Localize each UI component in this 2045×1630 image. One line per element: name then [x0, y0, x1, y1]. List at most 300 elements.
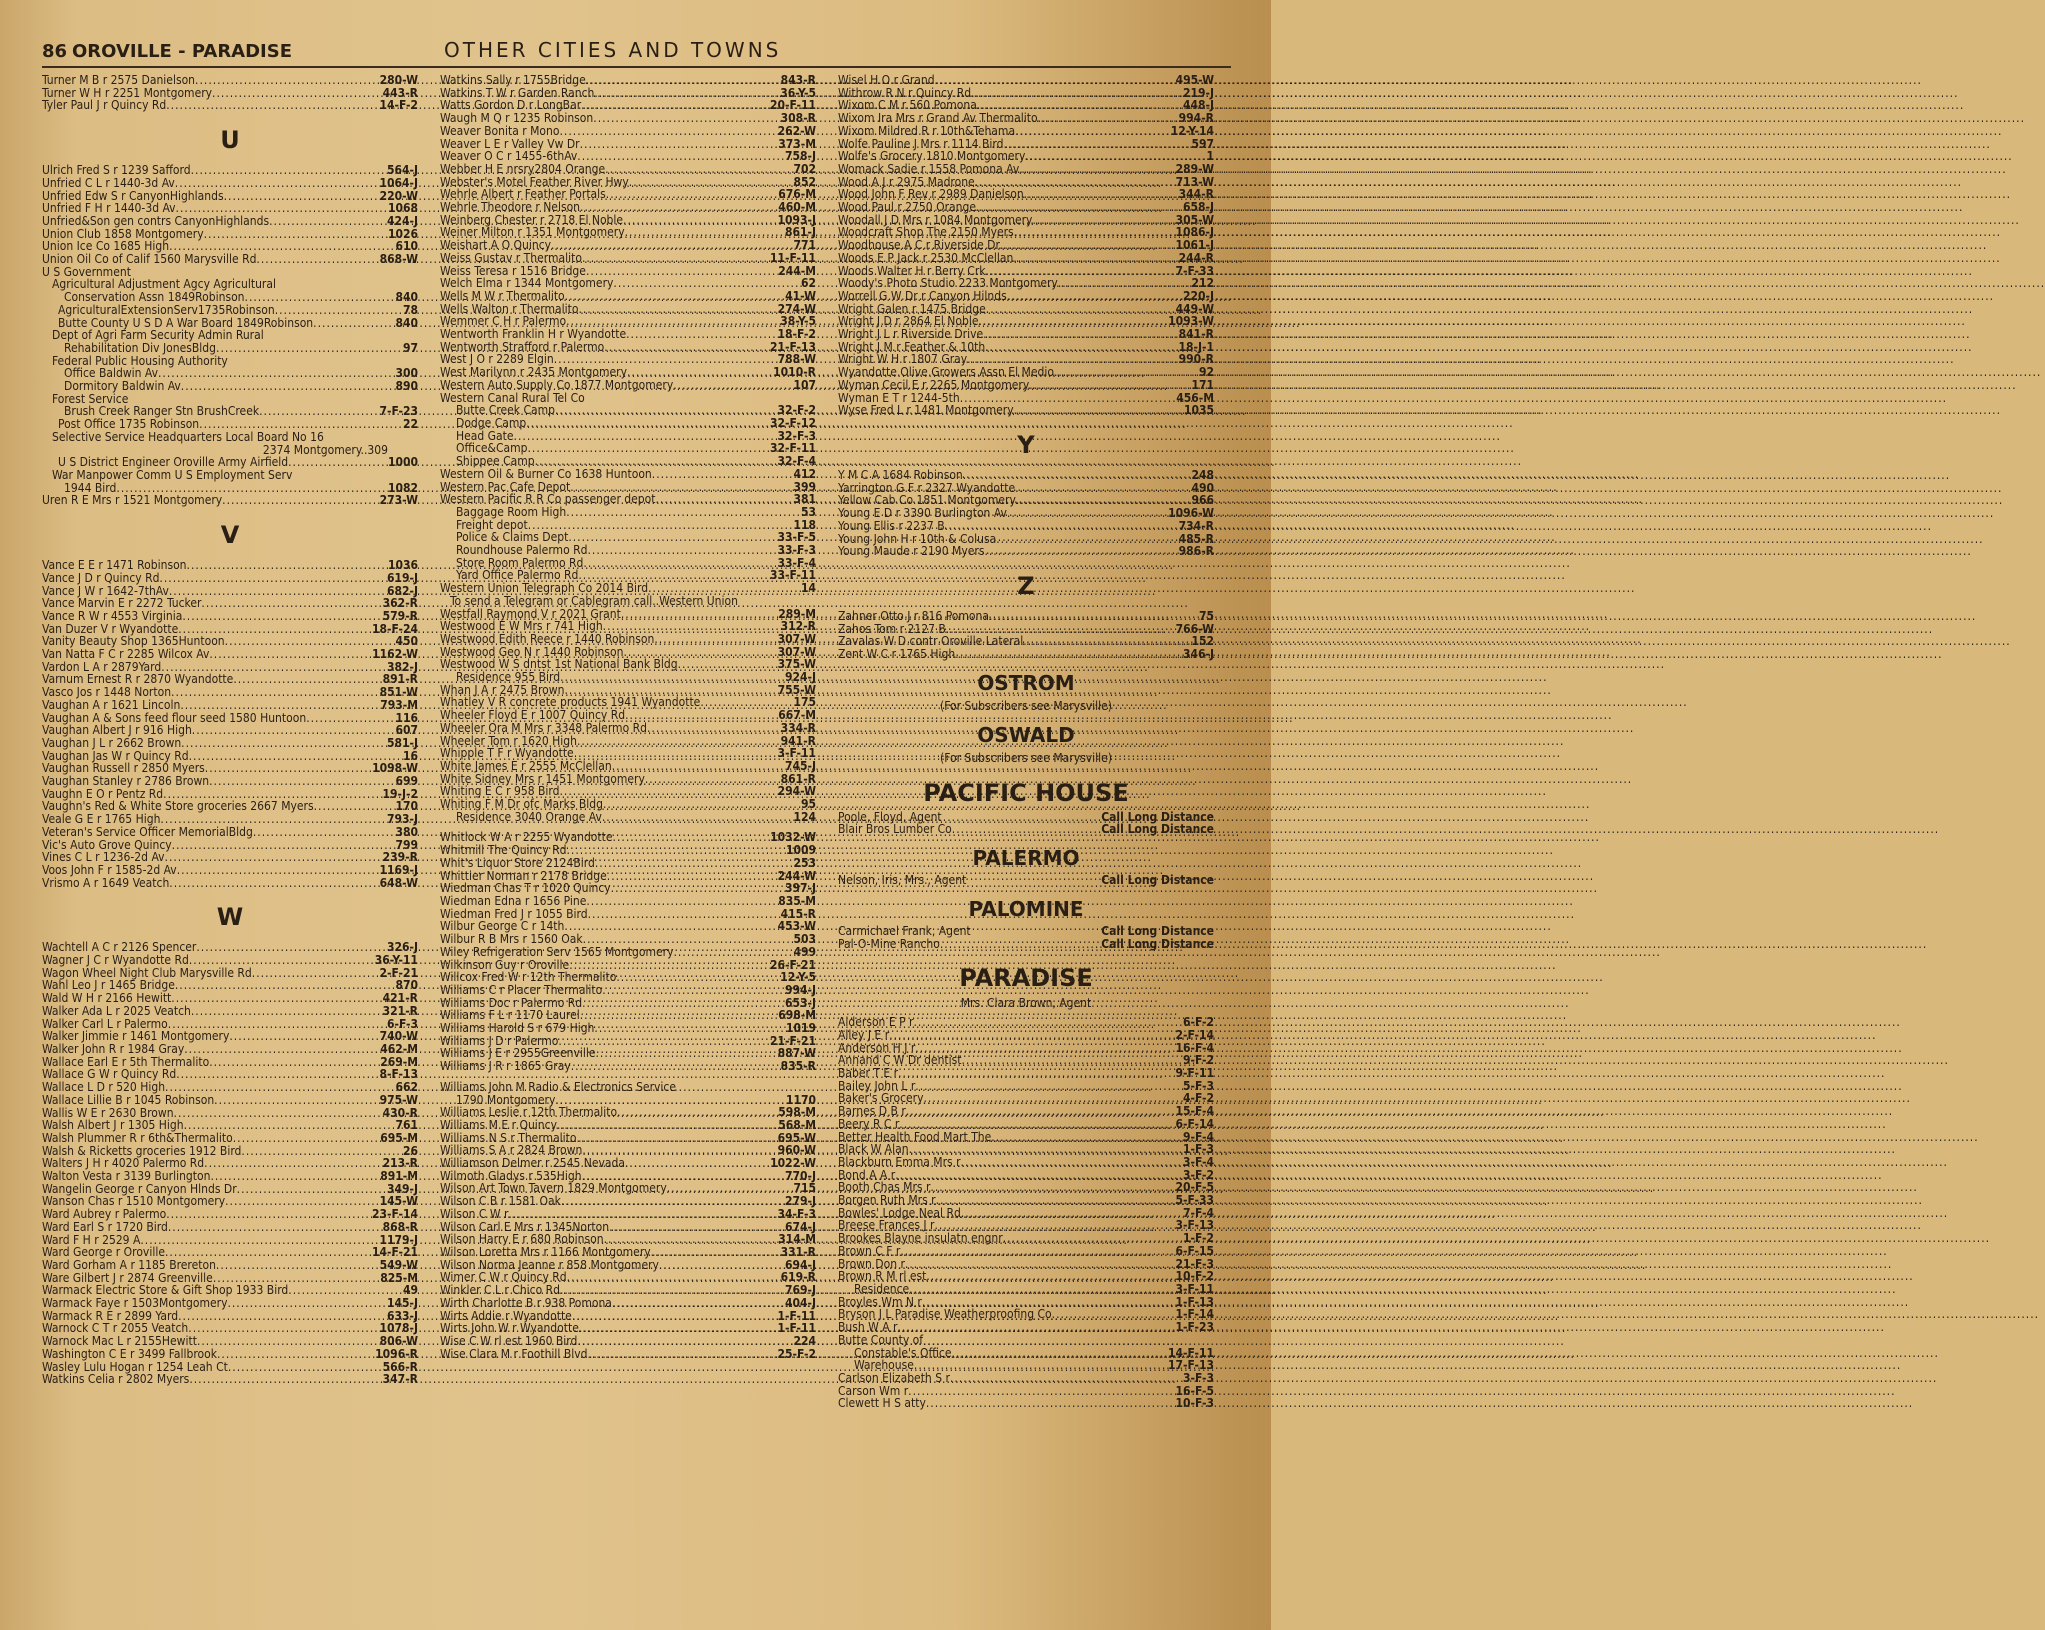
dot-leader — [160, 813, 387, 826]
listing-name: Unfried F H r 1440-3d Av — [42, 201, 176, 216]
listing-entry — [838, 1118, 1214, 1131]
dot-leader — [561, 1195, 785, 1208]
listing-name: Head Gate — [456, 428, 514, 443]
phone-number: 1009 — [785, 843, 816, 858]
listing-name: Zavalas W D contr Oroville Lateral — [838, 634, 1024, 649]
listing-name: Carmichael Frank, Agent — [838, 923, 971, 938]
listing-entry — [42, 177, 418, 190]
listing-name: Worrell G W Dr r Canyon Hilnds — [838, 288, 1007, 303]
listing-name: Bowles' Lodge Neal Rd — [838, 1205, 961, 1220]
listing-entry — [838, 1029, 1214, 1042]
listing-name: Voos John F r 1585-2d Av — [42, 862, 177, 877]
listing-name: Weiss Teresa r 1516 Bridge — [440, 263, 586, 278]
phone-number: 349-J — [386, 1181, 418, 1196]
dot-leader — [253, 826, 396, 839]
listing-entry — [42, 1081, 418, 1094]
listing-name: Vrismo A r 1649 Veatch — [42, 875, 170, 890]
listing-entry — [838, 1397, 1214, 1410]
town-heading: PARADISE — [959, 964, 1093, 993]
listing-name: Wehrle Theodore r Nelson — [440, 200, 581, 215]
listing-name: Warmack Faye r 1503Montgomery — [42, 1296, 228, 1311]
phone-number: 841-R — [1178, 327, 1214, 342]
dot-leader — [209, 775, 395, 788]
listing-name: Wehrle Albert r Feather Portals — [440, 187, 606, 202]
listing-name: Wolfe Pauline J Mrs r 1114 Bird — [838, 136, 1004, 151]
dot-leader — [1007, 290, 1183, 303]
dot-leader — [945, 520, 1179, 533]
dot-leader — [1029, 379, 1191, 392]
listing-name: Wheeler Floyd E r 1007 Quincy Rd — [440, 708, 626, 723]
phone-number: 347-R — [382, 1372, 418, 1387]
dot-leader — [567, 844, 786, 857]
listing-entry — [440, 125, 816, 138]
listing-name: Vaughan Jas W r Quincy Rd — [42, 748, 189, 763]
phone-number: 891-M — [380, 1169, 418, 1184]
listing-entry — [42, 1208, 418, 1221]
dot-leader — [602, 984, 785, 997]
alphabet-letter-heading: V — [220, 521, 240, 550]
listing-entry — [42, 164, 418, 177]
dot-leader — [580, 201, 778, 214]
listing-name: Vaughn's Red & White Store groceries 2667 Myers — [42, 799, 314, 814]
listing-entry — [440, 722, 816, 735]
listing-entry — [440, 1157, 816, 1170]
listing-name: Conservation Assn 1849Robinson — [64, 290, 245, 305]
listing-entry — [440, 895, 816, 908]
dot-leader — [288, 456, 388, 469]
phone-number: 62 — [800, 276, 816, 291]
listing-name: Butte County U S D A War Board 1849Robinson — [58, 315, 314, 330]
listing-name: Van Natta F C r 2285 Wilcox Av — [42, 647, 210, 662]
listing-entry — [440, 582, 816, 595]
page-number: 86 — [42, 41, 68, 62]
listing-name: Alderson E P r — [838, 1015, 914, 1030]
phone-number: 33-F-11 — [769, 568, 816, 583]
dot-leader — [586, 895, 778, 908]
listing-name: Vaughan Albert J r 916 High — [42, 723, 192, 738]
phone-number: 331-R — [780, 1244, 816, 1259]
phone-number: 16-F-4 — [1175, 1040, 1214, 1055]
listing-name: Wagon Wheel Night Club Marysville Rd — [42, 965, 252, 980]
listing-name: Wagner J C r Wyandotte Rd — [42, 953, 189, 968]
listing-name: 1944 Bird — [64, 480, 117, 495]
listing-entry — [838, 1245, 1214, 1258]
phone-number: 248 — [1191, 467, 1214, 482]
alphabet-letter-heading: Y — [1017, 430, 1035, 459]
dot-leader — [926, 1397, 1176, 1410]
listing-name: Wilson Loretta Mrs r 1166 Montgomery — [440, 1244, 651, 1259]
phone-number: 825-M — [380, 1270, 418, 1285]
phone-number: 1-F-11 — [777, 1308, 816, 1323]
dot-leader — [201, 597, 382, 610]
dot-leader — [651, 1246, 781, 1259]
listing-entry — [838, 1067, 1214, 1080]
listing-name: Brown R M rl est — [838, 1269, 927, 1284]
dot-leader — [166, 99, 379, 112]
phone-number: 14-F-2 — [379, 98, 418, 113]
listing-name: Wallace Lillie B r 1045 Robinson — [42, 1092, 215, 1107]
listing-name: Vance J W r 1642-7thAv — [42, 583, 169, 598]
alphabet-letter-heading: U — [220, 126, 240, 155]
phone-number: 14-F-11 — [1167, 1345, 1214, 1360]
phone-number: 771 — [793, 238, 816, 253]
listing-entry — [42, 1132, 418, 1145]
listing-entry — [440, 252, 816, 265]
listing-entry — [838, 163, 1214, 176]
phone-number: 346-J — [1182, 647, 1214, 662]
phone-number: 806-W — [379, 1334, 418, 1349]
dot-leader — [222, 494, 379, 507]
listing-name: Uren R E Mrs r 1521 Montgomery — [42, 493, 223, 508]
phone-number: 1169-J — [379, 862, 418, 877]
phone-number: 41-W — [785, 288, 816, 303]
dot-leader — [952, 823, 1101, 836]
phone-number: 124 — [793, 809, 816, 824]
phone-number: 1064-J — [379, 175, 418, 190]
listing-entry — [42, 418, 418, 431]
dot-leader — [191, 1005, 383, 1018]
phone-number: 152 — [1191, 634, 1214, 649]
listing-name: Weaver Bonita r Mono — [440, 123, 560, 138]
phone-number: 619-R — [780, 1270, 816, 1285]
dot-leader — [169, 877, 379, 890]
phone-number: 568-M — [778, 1117, 816, 1132]
listing-heading: Federal Public Housing Authority — [52, 353, 228, 368]
listing-entry — [838, 328, 1214, 341]
listing-entry — [440, 239, 816, 252]
phone-number: 32-F-4 — [777, 454, 816, 469]
listing-name: Western Auto Supply Co 1877 Montgomery — [440, 377, 674, 392]
listing-entry — [440, 1322, 816, 1335]
phone-number: 279-J — [784, 1194, 816, 1209]
listing-entry — [440, 328, 816, 341]
phone-number: 294-W — [777, 784, 816, 799]
dot-leader — [983, 328, 1179, 341]
phone-number: 1-F-11 — [777, 1321, 816, 1336]
listing-name: Store Room Palermo Rd — [456, 555, 584, 570]
dot-leader — [1038, 112, 1179, 125]
listing-name: Constable's Office — [854, 1345, 952, 1360]
phone-number: 994-R — [1178, 111, 1214, 126]
listing-name: Woods E P Jack r 2530 McClellan — [838, 250, 1014, 265]
dot-leader — [165, 1081, 395, 1094]
listing-name: Clewett H S atty — [838, 1396, 926, 1411]
phone-number: 610 — [395, 239, 418, 254]
listing-name: Residence 955 Bird — [456, 670, 561, 685]
dot-leader — [166, 1208, 372, 1221]
dot-leader — [889, 1029, 1175, 1042]
dot-leader — [168, 1221, 383, 1234]
listing-entry — [42, 1373, 418, 1386]
listing-name: Wheeler Ora M Mrs r 3348 Palermo Rd — [440, 720, 647, 735]
dot-leader — [217, 1348, 375, 1361]
listing-heading: Williams John M Radio & Electronics Service — [440, 1079, 676, 1094]
listing-entry — [42, 1348, 418, 1361]
dot-leader — [1013, 252, 1178, 265]
phone-number: 1061-J — [1175, 238, 1214, 253]
phone-number: 715 — [793, 1181, 816, 1196]
phone-number: 3-F-11 — [1175, 1282, 1214, 1296]
listing-name: Wemmer C H r Palermo — [440, 314, 567, 329]
listing-name: Brush Creek Ranger Stn BrushCreek — [64, 404, 260, 419]
listing-name: Waugh M Q r 1235 Robinson — [440, 111, 594, 126]
town-heading: OSTROM — [977, 670, 1075, 695]
dot-leader — [1054, 366, 1199, 379]
phone-number: 456-M — [1176, 390, 1214, 405]
listing-name: White Sidney Mrs r 1451 Montgomery — [440, 771, 645, 786]
dot-leader — [187, 559, 388, 572]
phone-number: 380 — [395, 824, 418, 839]
listing-entry — [440, 112, 816, 125]
phone-number: 269-M — [380, 1054, 418, 1069]
listing-name: Young E D r 3390 Burlington Av — [838, 506, 1007, 521]
listing-entry — [838, 545, 1214, 558]
phone-number: 699 — [395, 774, 418, 789]
dot-leader — [197, 1335, 380, 1348]
phone-number: 941-R — [780, 733, 816, 748]
listing-name: U S District Engineer Oroville Army Airfield — [58, 455, 289, 470]
phone-number: 36-Y-5 — [780, 85, 816, 100]
listing-entry — [838, 874, 1214, 887]
phone-number: 6-F-3 — [387, 1016, 418, 1031]
listing-entry — [838, 1283, 1214, 1296]
listing-entry — [42, 1297, 418, 1310]
listing-entry — [838, 366, 1214, 379]
listing-entry — [440, 366, 816, 379]
listing-name: Tyler Paul J r Quincy Rd — [42, 98, 167, 113]
phone-number: 1096-W — [1168, 506, 1214, 521]
listing-name: Williams N S r Thermalito — [440, 1130, 577, 1145]
phone-number: 220-W — [379, 188, 418, 203]
phone-number: 861-R — [780, 771, 816, 786]
phone-number: 648-W — [379, 875, 418, 890]
phone-number: 421-R — [382, 991, 418, 1006]
listing-name: Wallis W E r 2630 Brown — [42, 1105, 174, 1120]
listing-name: Whipple T F r Wyandotte — [440, 746, 574, 761]
phone-number: 891-R — [382, 672, 418, 687]
phone-number: 33-F-4 — [777, 555, 816, 570]
dot-leader — [526, 417, 770, 430]
listing-name: Better Health Food Mart The — [838, 1129, 992, 1144]
listing-name: West Marilynn r 2435 Montgomery — [440, 365, 627, 380]
listing-name: Yard Office Palermo Rd — [456, 568, 579, 583]
dot-leader — [184, 1043, 380, 1056]
phone-number: 10-F-2 — [1175, 1269, 1214, 1284]
listing-name: Walton Vesta r 3139 Burlington — [42, 1169, 211, 1184]
dot-leader — [1003, 1232, 1183, 1245]
listing-name: Bush W A r — [838, 1320, 898, 1335]
listing-name: Wentworth Franklin H r Wyandotte — [440, 327, 627, 342]
listing-name: Zahos Tom r 2127 B — [838, 621, 946, 636]
phone-number: 289-W — [1175, 161, 1214, 176]
listing-name: Union Ice Co 1685 High — [42, 239, 170, 254]
dot-leader — [181, 380, 396, 393]
phone-number: Call Long Distance — [1101, 923, 1214, 938]
listing-name: Beery R C r — [838, 1116, 900, 1131]
phone-number: 415-R — [780, 906, 816, 921]
listing-name: Wood A J r 2975 Madrone — [838, 174, 975, 189]
phone-number: 273-W — [379, 493, 418, 508]
listing-name: Withrow R N r Quincy Rd — [838, 85, 972, 100]
listing-entry — [440, 984, 816, 997]
listing-entry — [440, 74, 816, 87]
listing-entry — [42, 864, 418, 877]
dot-leader — [673, 379, 793, 392]
listing-name: Post Office 1735 Robinson — [58, 417, 200, 432]
listing-name: Western Union Telegraph Co 2014 Bird — [440, 581, 649, 596]
phone-number: 793-J — [386, 812, 418, 827]
dot-leader — [245, 291, 396, 304]
listing-name: Welch Elma r 1344 Montgomery — [440, 276, 614, 291]
listing-name: Wyse Fred L r 1481 Montgomery — [838, 403, 1014, 418]
phone-number: 32-F-12 — [769, 415, 816, 430]
phone-number: 239-R — [382, 850, 418, 865]
listing-name: Vance J D r Quincy Rd — [42, 570, 160, 585]
listing-name: Wood Paul r 2750 Orange — [838, 200, 976, 215]
phone-number: 49 — [402, 1283, 418, 1298]
listing-entry — [42, 1170, 418, 1183]
phone-number: 607 — [395, 723, 418, 738]
listing-name: Webber H E nrsry2804 Orange — [440, 161, 606, 176]
phone-number: 38-Y-5 — [780, 314, 816, 329]
listing-name: Vaughan J L r 2662 Brown — [42, 735, 182, 750]
listing-name: Wells Walton r Thermalito — [440, 301, 579, 316]
listing-entry — [42, 813, 418, 826]
phone-number: 381 — [793, 492, 816, 507]
dot-leader — [566, 506, 801, 519]
running-head: OROVILLE - PARADISE — [72, 41, 293, 62]
listing-entry — [440, 709, 816, 722]
phone-number: 694-J — [784, 1257, 816, 1272]
listing-name: Residence 3040 Orange Av — [456, 809, 602, 824]
listing-entry — [440, 798, 816, 811]
phone-number: 3-F-2 — [1183, 1167, 1214, 1182]
phone-number: 1022-W — [770, 1156, 816, 1171]
listing-name: Williams Harold S r 679 High — [440, 1021, 595, 1036]
listing-heading: U S Government — [42, 264, 131, 279]
listing-name: Zent W C r 1765 High — [838, 647, 956, 662]
listing-name: Vaughn E O r Pentz Rd — [42, 786, 164, 801]
phone-number: 667-M — [778, 708, 816, 723]
phone-number: 499 — [793, 944, 816, 959]
dot-leader — [214, 1094, 379, 1107]
dot-leader — [899, 1118, 1175, 1131]
phone-number: 20-F-11 — [769, 98, 816, 113]
listing-name: Webster's Motel Feather River Hwy — [440, 174, 629, 189]
dot-leader — [216, 342, 403, 355]
phone-number: 835-M — [778, 894, 816, 908]
phone-number: 7-F-4 — [1183, 1205, 1214, 1220]
listing-name: Van Duzer V r Wyandotte — [42, 621, 179, 636]
listing-name: Wilkinson Guy r Oroville — [440, 957, 570, 972]
listing-name: Walker Jimmie r 1461 Montgomery — [42, 1029, 230, 1044]
phone-number: 20-F-5 — [1175, 1180, 1214, 1195]
phone-number: 7-F-23 — [379, 404, 418, 419]
town-heading: PALOMINE — [968, 896, 1084, 921]
listing-name: Vance E E r 1471 Robinson — [42, 558, 187, 573]
listing-name: Wald W H r 2166 Hewitt — [42, 991, 172, 1006]
listing-name: Baggage Room High — [456, 504, 567, 519]
listing-name: Whan J A r 2475 Brown — [440, 682, 565, 697]
phone-number: 26-F-21 — [769, 957, 816, 972]
dot-leader — [180, 699, 380, 712]
listing-name: Watkins Sally r 1755Bridge — [440, 73, 586, 87]
listing-entry — [440, 1022, 816, 1035]
dot-leader — [189, 954, 375, 967]
dot-leader — [626, 328, 777, 341]
phone-number: 321-R — [382, 1003, 418, 1018]
phone-number: 1032-W — [770, 830, 816, 845]
dot-leader — [171, 686, 380, 699]
listing-name: Ward Aubrey r Palermo — [42, 1207, 167, 1222]
phone-number: 280-W — [379, 73, 418, 87]
phone-number: 1093-W — [1168, 314, 1214, 329]
dot-leader — [963, 469, 1192, 482]
listing-entry — [42, 1259, 418, 1272]
dot-leader — [560, 1284, 785, 1297]
phone-number: 175 — [793, 695, 816, 710]
listing-entry — [440, 933, 816, 946]
dot-leader — [560, 671, 785, 684]
listing-name: Womack Sadie r 1558 Pomona Av — [838, 161, 1020, 176]
phone-number: 22 — [402, 417, 418, 432]
dot-leader — [209, 648, 372, 661]
listing-name: Booth Chas Mrs r — [838, 1180, 931, 1195]
listing-entry — [42, 572, 418, 585]
listing-name: Wheeler Tom r 1620 High — [440, 733, 577, 748]
listing-name: Office Baldwin Av — [64, 366, 158, 381]
listing-entry — [440, 417, 816, 430]
phone-number: 495-W — [1175, 73, 1214, 87]
listing-name: Vardon L A r 2879Yard — [42, 659, 162, 674]
listing-name: Williams Leslie r 12th Thermalito — [440, 1105, 618, 1120]
listing-entry — [440, 1284, 816, 1297]
dot-leader — [935, 74, 1176, 87]
phone-number: 253 — [793, 855, 816, 870]
listing-name: Ward F H r 2529 A — [42, 1232, 141, 1247]
listing-entry — [838, 1372, 1214, 1385]
listing-entry — [440, 455, 816, 468]
town-heading: PALERMO — [972, 846, 1080, 871]
listing-heading: Selective Service Headquarters Local Board No 16 — [52, 429, 324, 444]
phone-number: 220-J — [1182, 288, 1214, 303]
listing-name: Wirts John W r Wyandotte — [440, 1321, 579, 1336]
phone-number: 53 — [800, 504, 816, 519]
phone-number: 9-F-2 — [1183, 1053, 1214, 1068]
phone-number: Call Long Distance — [1101, 809, 1214, 824]
listing-name: Willcox Fred W r 12th Thermalito — [440, 970, 617, 985]
phone-number: 3-F-11 — [777, 746, 816, 761]
phone-number: 490 — [1191, 480, 1214, 495]
listing-entry — [838, 823, 1214, 836]
phone-number: 990-R — [1178, 352, 1214, 367]
phone-number: Call Long Distance — [1101, 822, 1214, 837]
listing-name: Wallace Earl E r 5th Thermalito — [42, 1054, 210, 1069]
phone-number: 870 — [395, 978, 418, 993]
dot-leader — [984, 545, 1178, 558]
listing-entry — [42, 1043, 418, 1056]
listing-entry — [42, 826, 418, 839]
phone-number: 682-J — [386, 583, 418, 598]
phone-number: 1098-W — [372, 761, 418, 776]
listing-entry — [440, 506, 816, 519]
listing-entry — [838, 469, 1214, 482]
phone-number: 21-F-3 — [1175, 1256, 1214, 1271]
phone-number: 397-J — [784, 881, 816, 896]
phone-number: 244-W — [777, 868, 816, 883]
listing-entry — [838, 74, 1214, 87]
phone-number: 868-W — [379, 252, 418, 267]
